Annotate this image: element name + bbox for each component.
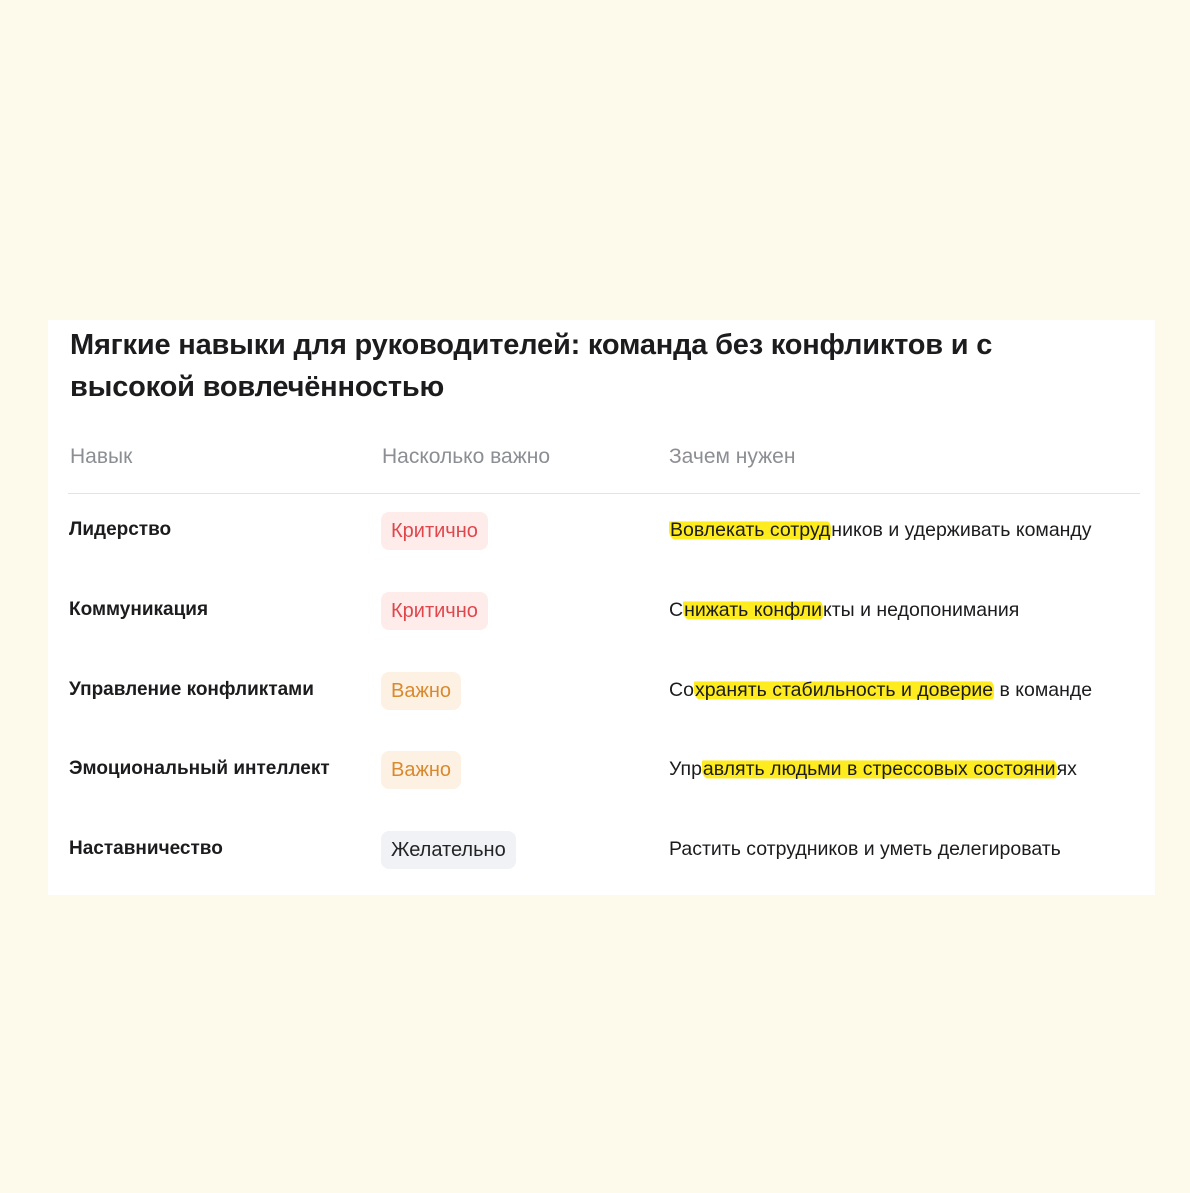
skill-name: Коммуникация <box>69 599 209 620</box>
table-row <box>48 516 1155 576</box>
skill-name: Наставничество <box>69 838 223 859</box>
column-header-importance: Насколько важно <box>382 445 551 468</box>
importance-badge: Важно <box>381 751 461 789</box>
skill-name: Лидерство <box>69 519 172 540</box>
text-highlight: хранять стабильность и доверие <box>694 679 994 701</box>
column-header-why: Зачем нужен <box>669 445 796 468</box>
column-header-skill: Навык <box>70 445 133 468</box>
importance-badge: Критично <box>381 592 488 630</box>
text-highlight: авлять людьми в стрессовых состояни <box>702 758 1056 780</box>
table-row <box>48 835 1155 895</box>
skills-table-card <box>48 320 1155 895</box>
table-title: Мягкие навыки для руководителей: команда без конфликтов и с высокой вовлечённостью <box>70 329 993 403</box>
table-row <box>48 676 1155 736</box>
importance-badge: Критично <box>381 512 488 550</box>
table-header-row <box>48 442 1155 474</box>
header-divider <box>68 493 1140 494</box>
skill-name: Эмоциональный интеллект <box>69 758 330 779</box>
why-text: Вовлекать сотрудников и удерживать команду <box>670 519 1092 541</box>
importance-badge: Важно <box>381 672 461 710</box>
why-text: Растить сотрудников и уметь делегировать <box>669 838 1061 860</box>
text-highlight: нижать конфли <box>684 599 822 621</box>
text-highlight: Вовлекать сотруд <box>670 519 831 541</box>
why-text: Сохранять стабильность и доверие в команде <box>669 679 1093 701</box>
skill-name: Управление конфликтами <box>69 679 314 700</box>
table-row <box>48 596 1155 656</box>
why-text: Управлять людьми в стрессовых состояниях <box>669 758 1077 780</box>
why-text: Снижать конфликты и недопонимания <box>669 599 1020 621</box>
table-row <box>48 755 1155 815</box>
importance-badge: Желательно <box>381 831 516 869</box>
